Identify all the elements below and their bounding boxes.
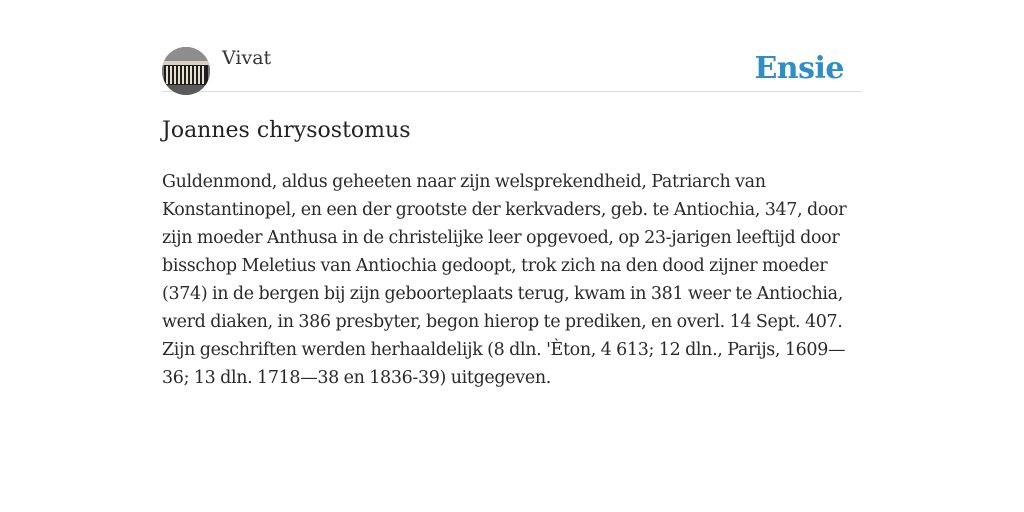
entry-line: Konstantinopel, en een der grootste der kerkvaders, geb. te Antiochia, 347, door: [162, 200, 847, 220]
entry-line: werd diaken, in 386 presbyter, begon hierop te prediken, en overl. 14 Sept. 407.: [162, 312, 843, 332]
entry-line: Guldenmond, aldus geheeten naar zijn welsprekendheid, Patriarch van: [162, 172, 766, 192]
entry-line: 36; 13 dln. 1718—38 en 1836-39) uitgegeven.: [162, 368, 551, 388]
header: [162, 46, 862, 92]
entry-line: (374) in de bergen bij zijn geboorteplaats terug, kwam in 381 weer te Antiochia,: [162, 284, 843, 304]
brand-logo[interactable]: Ensie: [754, 51, 844, 86]
entry-line: Zijn geschriften werden herhaaldelijk (8 dln. 'Èton, 4 613; 12 dln., Parijs, 1609—: [162, 340, 846, 360]
avatar[interactable]: [162, 47, 210, 95]
entry-line: bisschop Meletius van Antiochia gedoopt, trok zich na den dood zijner moeder: [162, 256, 828, 276]
author-name[interactable]: Vivat: [222, 47, 272, 69]
avatar-image-icon: [162, 47, 210, 95]
entry-title: Joannes chrysostomus: [162, 118, 411, 143]
entry-body: [162, 168, 862, 392]
entry-line: zijn moeder Anthusa in de christelijke leer opgevoed, op 23-jarigen leeftijd door: [162, 228, 840, 248]
